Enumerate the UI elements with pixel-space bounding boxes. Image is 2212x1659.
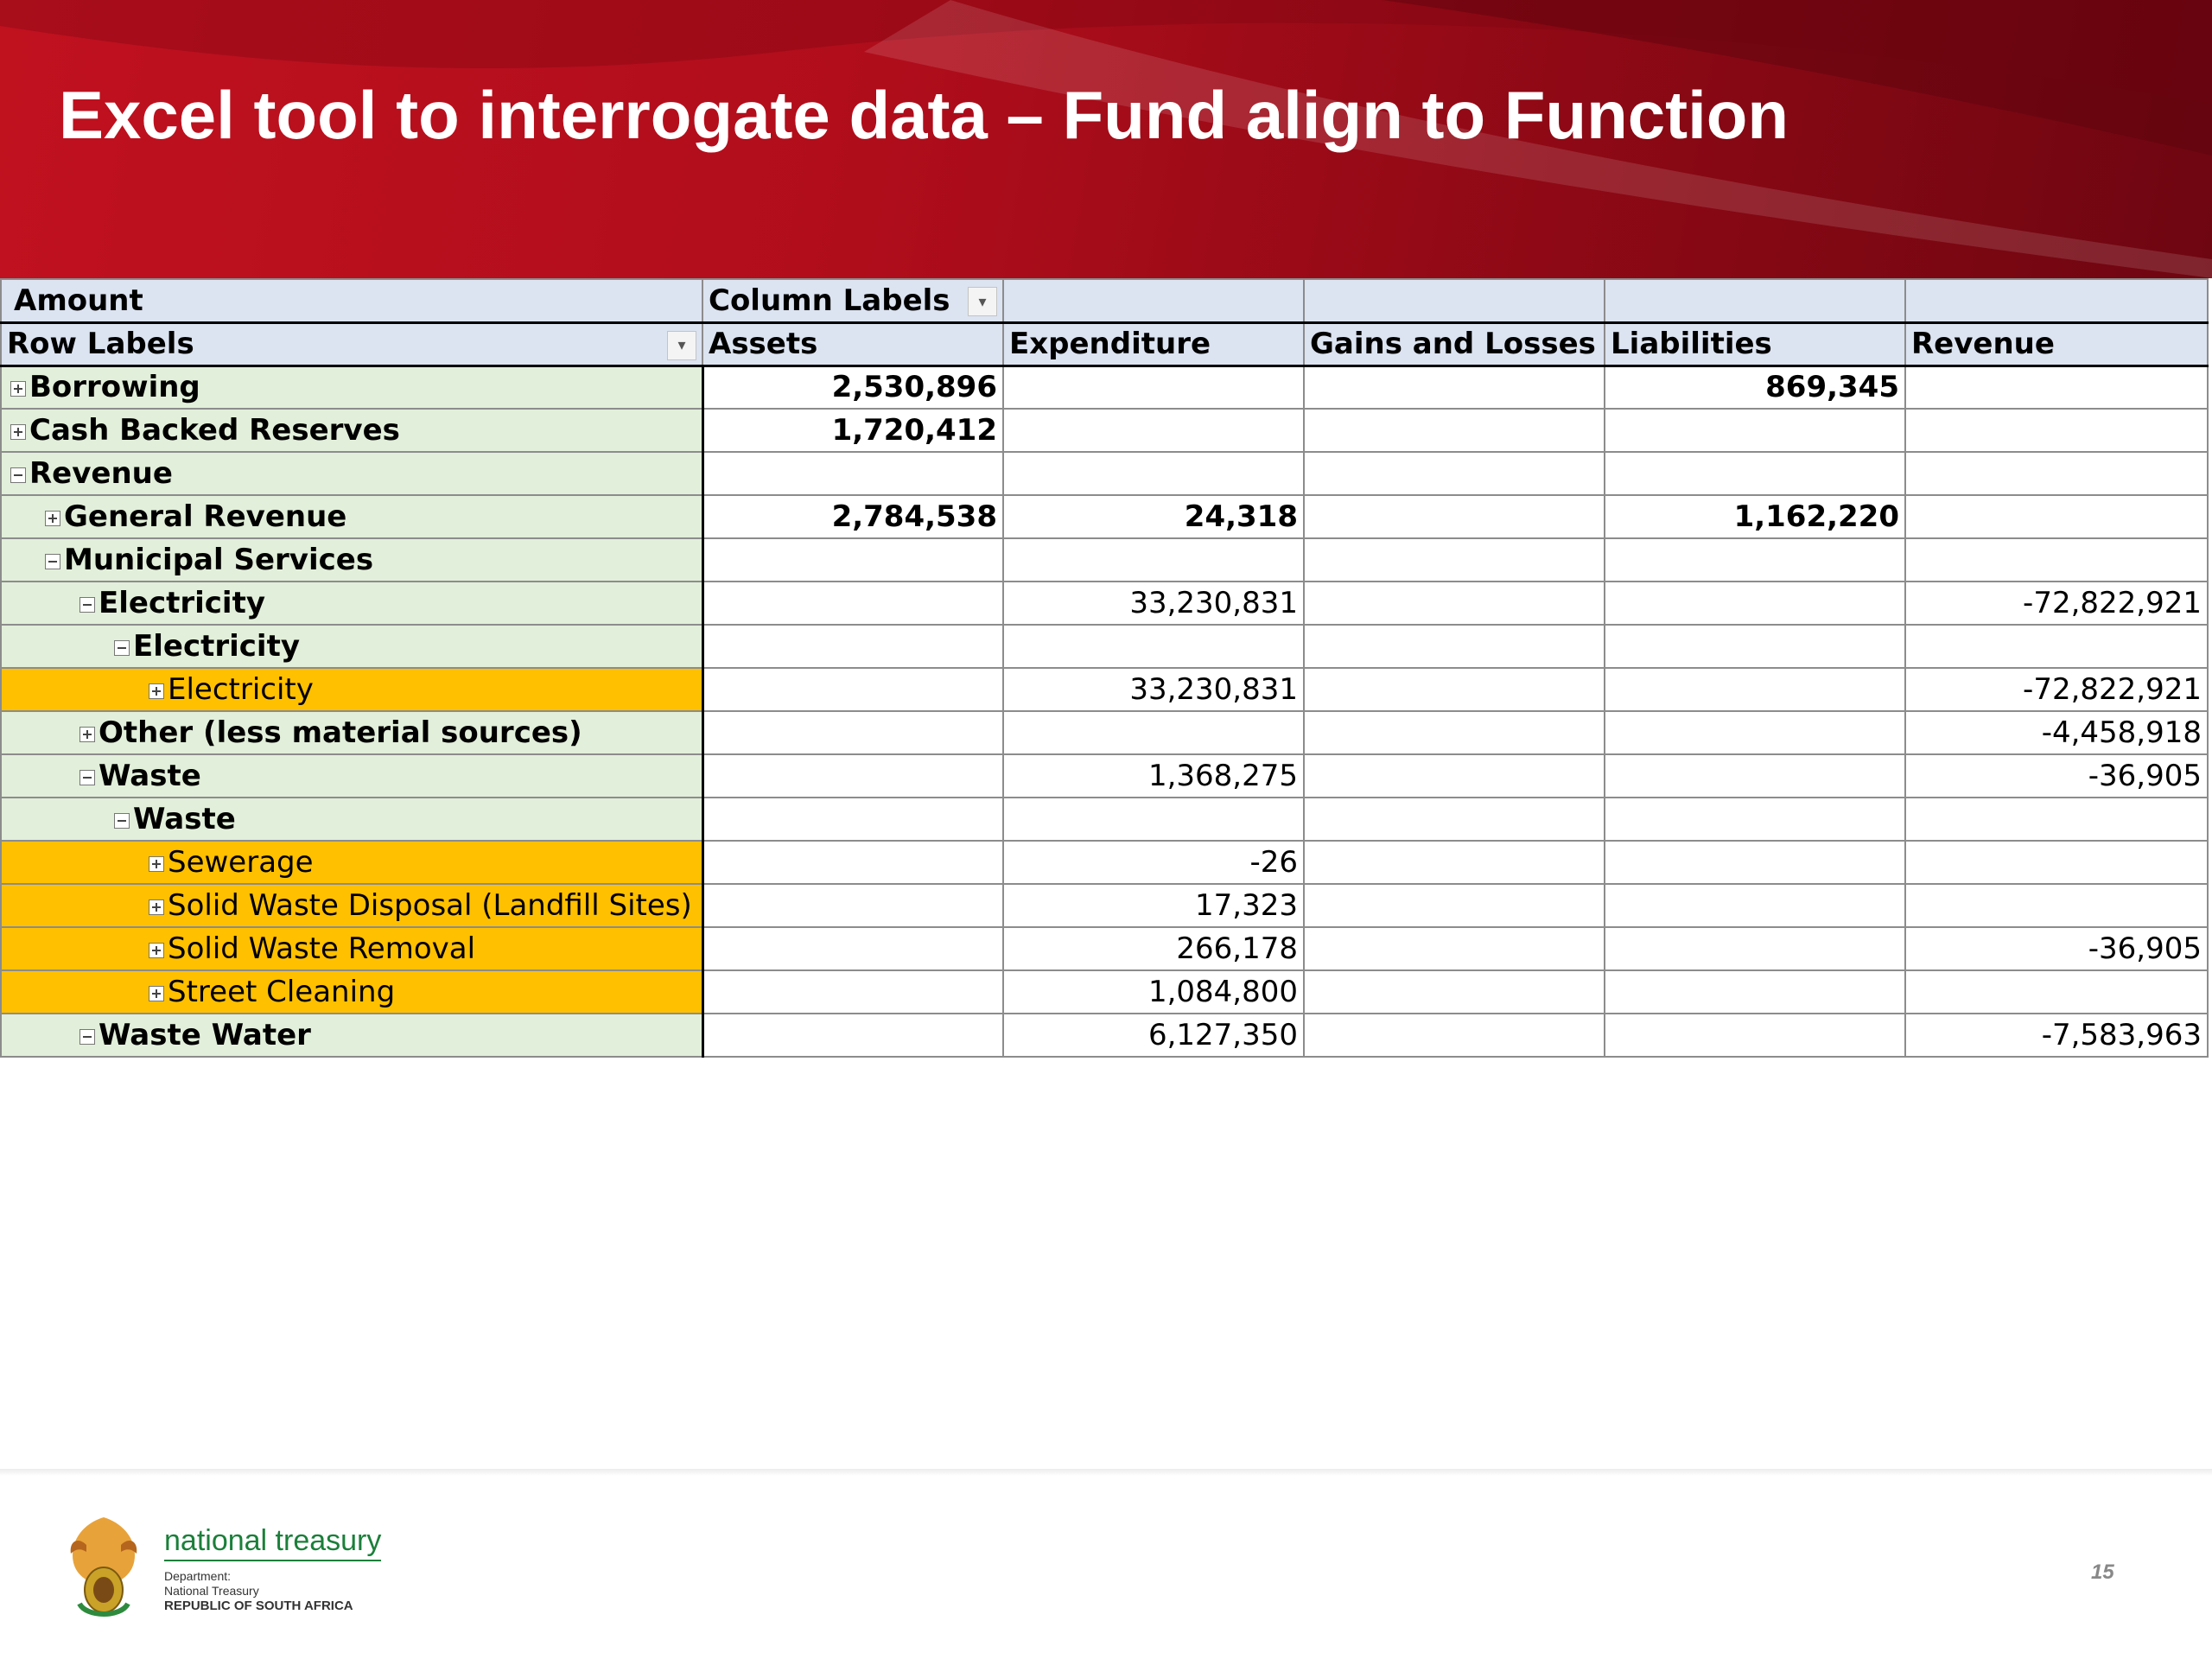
value-cell bbox=[1003, 711, 1304, 754]
value-cell bbox=[702, 582, 1003, 625]
value-cell bbox=[1304, 884, 1605, 927]
value-cell bbox=[1605, 754, 1905, 798]
dept-line-2: National Treasury bbox=[164, 1584, 259, 1598]
expand-icon[interactable] bbox=[149, 899, 164, 915]
value-cell: -72,822,921 bbox=[1905, 668, 2208, 711]
row-label-text: General Revenue bbox=[64, 499, 347, 534]
collapse-icon[interactable] bbox=[45, 554, 60, 569]
value-cell: 869,345 bbox=[1605, 365, 1905, 409]
column-header: Assets bbox=[702, 322, 1003, 365]
value-cell bbox=[1905, 452, 2208, 495]
value-cell bbox=[1605, 711, 1905, 754]
column-labels-filter-dropdown-icon[interactable]: ▾ bbox=[968, 287, 997, 316]
value-cell bbox=[702, 754, 1003, 798]
expand-icon[interactable] bbox=[45, 511, 60, 526]
collapse-icon[interactable] bbox=[114, 813, 130, 829]
collapse-icon[interactable] bbox=[79, 770, 95, 785]
row-label-text: Sewerage bbox=[168, 845, 314, 880]
value-cell bbox=[1905, 625, 2208, 668]
value-cell bbox=[1304, 1014, 1605, 1057]
value-cell: 266,178 bbox=[1003, 927, 1304, 970]
value-cell bbox=[1304, 711, 1605, 754]
value-cell bbox=[702, 927, 1003, 970]
value-cell bbox=[1304, 365, 1605, 409]
value-cell bbox=[1905, 841, 2208, 884]
value-cell bbox=[1605, 884, 1905, 927]
value-cell: 6,127,350 bbox=[1003, 1014, 1304, 1057]
column-header: Expenditure bbox=[1003, 322, 1304, 365]
collapse-icon[interactable] bbox=[79, 597, 95, 613]
row-label-text: Waste bbox=[133, 802, 236, 836]
value-cell: 1,084,800 bbox=[1003, 970, 1304, 1014]
value-cell: 17,323 bbox=[1003, 884, 1304, 927]
value-cell bbox=[1003, 409, 1304, 452]
department-text bbox=[164, 1569, 353, 1613]
pivot-row bbox=[1, 798, 2208, 841]
value-cell: 1,162,220 bbox=[1605, 495, 1905, 538]
row-label-cell[interactable] bbox=[1, 927, 702, 970]
value-cell bbox=[1304, 754, 1605, 798]
value-cell bbox=[1304, 798, 1605, 841]
value-cell bbox=[1304, 927, 1605, 970]
value-cell bbox=[1304, 538, 1605, 582]
pivot-row bbox=[1, 538, 2208, 582]
pivot-row bbox=[1, 841, 2208, 884]
value-cell: 24,318 bbox=[1003, 495, 1304, 538]
header-blank-cell bbox=[1304, 279, 1605, 322]
value-cell: -36,905 bbox=[1905, 927, 2208, 970]
value-cell bbox=[1605, 452, 1905, 495]
header-blank-cell bbox=[1003, 279, 1304, 322]
pivot-row bbox=[1, 711, 2208, 754]
row-label-text: Electricity bbox=[99, 586, 265, 620]
value-cell bbox=[702, 970, 1003, 1014]
value-cell bbox=[1003, 538, 1304, 582]
value-cell bbox=[702, 625, 1003, 668]
value-cell bbox=[1905, 798, 2208, 841]
header-blank-cell bbox=[1905, 279, 2208, 322]
value-cell: 33,230,831 bbox=[1003, 668, 1304, 711]
row-labels-header[interactable] bbox=[1, 322, 702, 365]
pivot-row bbox=[1, 409, 2208, 452]
value-cell bbox=[702, 884, 1003, 927]
value-cell bbox=[1605, 668, 1905, 711]
row-label-cell[interactable] bbox=[1, 365, 702, 409]
value-cell bbox=[1304, 452, 1605, 495]
value-cell bbox=[1905, 884, 2208, 927]
expand-icon[interactable] bbox=[149, 856, 164, 872]
row-labels-text: Row Labels bbox=[7, 327, 194, 361]
value-cell bbox=[1605, 582, 1905, 625]
row-label-cell[interactable] bbox=[1, 625, 702, 668]
expand-icon[interactable] bbox=[149, 943, 164, 958]
value-cell bbox=[702, 841, 1003, 884]
dept-line-3: REPUBLIC OF SOUTH AFRICA bbox=[164, 1599, 353, 1613]
slide-title: Excel tool to interrogate data – Fund align to Function bbox=[59, 77, 1789, 153]
row-label-text: Borrowing bbox=[29, 370, 200, 405]
title-banner bbox=[0, 0, 2212, 278]
value-cell bbox=[1003, 365, 1304, 409]
value-cell: 2,784,538 bbox=[702, 495, 1003, 538]
row-label-cell[interactable] bbox=[1, 538, 702, 582]
value-cell bbox=[1605, 927, 1905, 970]
row-label-cell[interactable] bbox=[1, 884, 702, 927]
column-header: Liabilities bbox=[1605, 322, 1905, 365]
row-label-text: Solid Waste Removal bbox=[168, 931, 476, 966]
row-label-cell[interactable] bbox=[1, 495, 702, 538]
pivot-row bbox=[1, 668, 2208, 711]
value-cell bbox=[1304, 409, 1605, 452]
value-cell bbox=[1304, 668, 1605, 711]
value-cell bbox=[702, 668, 1003, 711]
row-label-text: Electricity bbox=[168, 672, 314, 707]
value-cell bbox=[1605, 1014, 1905, 1057]
row-label-cell[interactable] bbox=[1, 711, 702, 754]
brand-name: national treasury bbox=[164, 1524, 381, 1561]
value-cell bbox=[702, 798, 1003, 841]
row-label-cell[interactable] bbox=[1, 798, 702, 841]
value-cell bbox=[1605, 409, 1905, 452]
row-labels-filter-dropdown-icon[interactable]: ▾ bbox=[667, 331, 696, 360]
row-label-cell[interactable] bbox=[1, 841, 702, 884]
row-label-cell[interactable] bbox=[1, 668, 702, 711]
row-label-text: Waste bbox=[99, 759, 201, 793]
value-cell bbox=[1304, 582, 1605, 625]
row-label-text: Other (less material sources) bbox=[99, 715, 582, 750]
row-label-text: Electricity bbox=[133, 629, 300, 664]
dept-line-1: Department: bbox=[164, 1569, 232, 1583]
amount-header: Amount bbox=[1, 279, 702, 322]
expand-icon[interactable] bbox=[149, 683, 164, 699]
value-cell bbox=[1304, 495, 1605, 538]
expand-icon[interactable] bbox=[79, 727, 95, 742]
row-label-cell[interactable] bbox=[1, 409, 702, 452]
pivot-row bbox=[1, 452, 2208, 495]
value-cell: -7,583,963 bbox=[1905, 1014, 2208, 1057]
row-label-text: Street Cleaning bbox=[168, 975, 396, 1009]
value-cell: 1,720,412 bbox=[702, 409, 1003, 452]
row-label-cell[interactable] bbox=[1, 754, 702, 798]
pivot-row bbox=[1, 625, 2208, 668]
value-cell bbox=[702, 711, 1003, 754]
expand-icon[interactable] bbox=[10, 424, 26, 440]
row-label-text: Municipal Services bbox=[64, 543, 374, 577]
pivot-header-row-2 bbox=[1, 322, 2208, 365]
coat-of-arms-icon bbox=[60, 1510, 147, 1623]
header-blank-cell bbox=[1605, 279, 1905, 322]
collapse-icon[interactable] bbox=[114, 640, 130, 656]
value-cell bbox=[1003, 798, 1304, 841]
value-cell bbox=[1003, 452, 1304, 495]
column-header: Gains and Losses bbox=[1304, 322, 1605, 365]
pivot-row bbox=[1, 970, 2208, 1014]
row-label-text: Revenue bbox=[29, 456, 173, 491]
row-label-cell[interactable] bbox=[1, 970, 702, 1014]
value-cell bbox=[1605, 841, 1905, 884]
pivot-row bbox=[1, 582, 2208, 625]
value-cell bbox=[702, 452, 1003, 495]
value-cell bbox=[1605, 970, 1905, 1014]
column-labels-header[interactable] bbox=[702, 279, 1003, 322]
pivot-table bbox=[0, 278, 2209, 1058]
row-label-text: Cash Backed Reserves bbox=[29, 413, 400, 448]
value-cell bbox=[1605, 798, 1905, 841]
pivot-row bbox=[1, 884, 2208, 927]
value-cell bbox=[1905, 970, 2208, 1014]
value-cell: 1,368,275 bbox=[1003, 754, 1304, 798]
value-cell bbox=[702, 1014, 1003, 1057]
value-cell bbox=[1905, 409, 2208, 452]
value-cell bbox=[1605, 538, 1905, 582]
collapse-icon[interactable] bbox=[79, 1029, 95, 1045]
column-header: Revenue bbox=[1905, 322, 2208, 365]
pivot-row bbox=[1, 495, 2208, 538]
value-cell bbox=[1905, 495, 2208, 538]
pivot-row bbox=[1, 1014, 2208, 1057]
pivot-row bbox=[1, 365, 2208, 409]
value-cell: -72,822,921 bbox=[1905, 582, 2208, 625]
row-label-text: Solid Waste Disposal (Landfill Sites) bbox=[168, 888, 692, 923]
pivot-row bbox=[1, 927, 2208, 970]
pivot-row bbox=[1, 754, 2208, 798]
value-cell bbox=[1003, 625, 1304, 668]
value-cell bbox=[702, 538, 1003, 582]
page-number: 15 bbox=[2091, 1560, 2114, 1584]
value-cell bbox=[1304, 625, 1605, 668]
expand-icon[interactable] bbox=[10, 381, 26, 397]
value-cell bbox=[1304, 841, 1605, 884]
footer-divider bbox=[0, 1469, 2212, 1476]
value-cell: -36,905 bbox=[1905, 754, 2208, 798]
value-cell: -26 bbox=[1003, 841, 1304, 884]
value-cell: -4,458,918 bbox=[1905, 711, 2208, 754]
value-cell bbox=[1605, 625, 1905, 668]
expand-icon[interactable] bbox=[149, 986, 164, 1001]
collapse-icon[interactable] bbox=[10, 467, 26, 483]
row-label-cell[interactable] bbox=[1, 452, 702, 495]
row-label-cell[interactable] bbox=[1, 1014, 702, 1057]
row-label-cell[interactable] bbox=[1, 582, 702, 625]
value-cell: 33,230,831 bbox=[1003, 582, 1304, 625]
value-cell bbox=[1905, 365, 2208, 409]
value-cell bbox=[1905, 538, 2208, 582]
row-label-text: Waste Water bbox=[99, 1018, 311, 1052]
column-labels-text: Column Labels bbox=[709, 283, 950, 318]
value-cell: 2,530,896 bbox=[702, 365, 1003, 409]
pivot-header-row-1 bbox=[1, 279, 2208, 322]
value-cell bbox=[1304, 970, 1605, 1014]
